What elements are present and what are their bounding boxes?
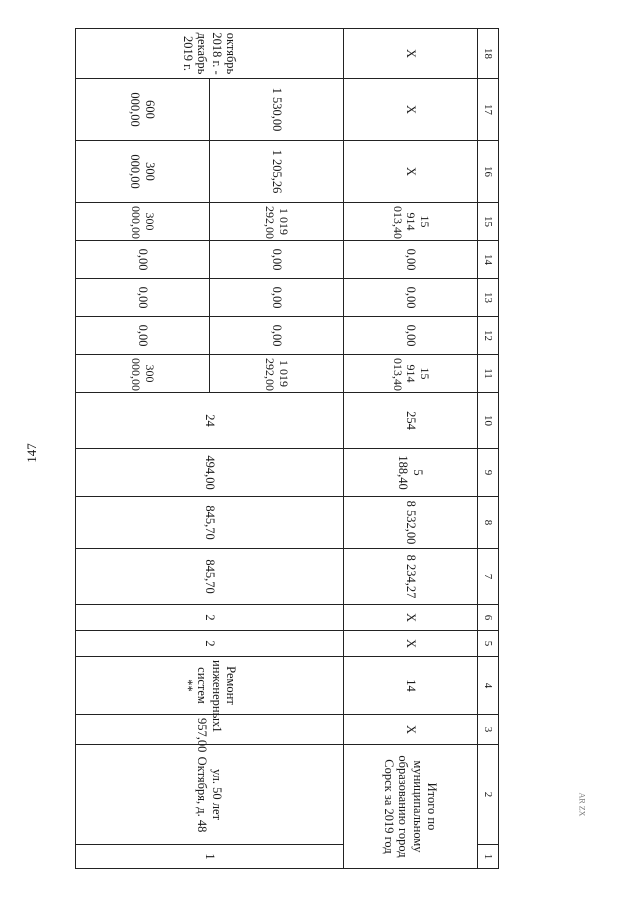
finance-row-1 (210, 29, 344, 869)
fin2-c16: 300 000,00 (76, 141, 210, 203)
col-header-5: 5 (478, 631, 499, 657)
col-header-3: 3 (478, 715, 499, 745)
address-c10: 24 (76, 393, 344, 449)
col-header-2: 2 (478, 745, 499, 845)
fin2-c13: 0,00 (76, 279, 210, 317)
total-c13: 0,00 (344, 279, 478, 317)
address-c4-work-type: Ремонт инженерных систем ** (76, 657, 344, 715)
total-row (344, 29, 478, 869)
fin1-c14: 0,00 (210, 241, 344, 279)
col-header-4: 4 (478, 657, 499, 715)
total-c16: X (344, 141, 478, 203)
total-c14: 0,00 (344, 241, 478, 279)
total-c7: 8 234,27 (344, 549, 478, 605)
col-header-10: 10 (478, 393, 499, 449)
address-c6: 2 (76, 605, 344, 631)
address-c1-index: 1 (76, 845, 344, 869)
page-number: 147 (23, 443, 39, 463)
col-header-12: 12 (478, 317, 499, 355)
total-c9: 5 188,40 (344, 449, 478, 497)
repair-program-table (75, 28, 499, 869)
col-header-8: 8 (478, 497, 499, 549)
fin1-c17: 1 530,00 (210, 79, 344, 141)
total-c12: 0,00 (344, 317, 478, 355)
col-header-16: 16 (478, 141, 499, 203)
column-number-row (478, 29, 499, 869)
fin2-c11: 300 000,00 (76, 355, 210, 393)
corner-stamp: AR ZX (577, 792, 587, 817)
col-header-11: 11 (478, 355, 499, 393)
fin1-c12: 0,00 (210, 317, 344, 355)
total-c11: 15 914 013,40 (344, 355, 478, 393)
col-header-1: 1 (478, 845, 499, 869)
total-label: Итого по муниципальному образованию город Сорск за 2019 год (344, 745, 478, 869)
col-header-17: 17 (478, 79, 499, 141)
fin1-c15: 1 019 292,00 (210, 203, 344, 241)
col-header-14: 14 (478, 241, 499, 279)
address-c9: 494,00 (76, 449, 344, 497)
fin2-c14: 0,00 (76, 241, 210, 279)
total-c15: 15 914 013,40 (344, 203, 478, 241)
total-c4: 14 (344, 657, 478, 715)
fin2-c17: 600 000,00 (76, 79, 210, 141)
col-header-13: 13 (478, 279, 499, 317)
col-header-15: 15 (478, 203, 499, 241)
total-c10: 254 (344, 393, 478, 449)
total-c17: X (344, 79, 478, 141)
col-header-7: 7 (478, 549, 499, 605)
total-c5: X (344, 631, 478, 657)
address-c2-street: ул. 50 лет Октября, д. 48 (76, 745, 344, 845)
col-header-18: 18 (478, 29, 499, 79)
total-c6: X (344, 605, 478, 631)
rotated-table-wrapper (81, 28, 499, 868)
total-c8: 8 532,00 (344, 497, 478, 549)
col-header-9: 9 (478, 449, 499, 497)
fin1-c11: 1 019 292,00 (210, 355, 344, 393)
total-c18: X (344, 29, 478, 79)
total-c3: X (344, 715, 478, 745)
fin2-c15: 300 000,00 (76, 203, 210, 241)
address-c18-period: октябрь 2018 г. - декабрь 2019 г. (76, 29, 344, 79)
address-c8: 845,70 (76, 497, 344, 549)
fin1-c13: 0,00 (210, 279, 344, 317)
fin2-c12: 0,00 (76, 317, 210, 355)
fin1-c16: 1 205,26 (210, 141, 344, 203)
address-c5: 2 (76, 631, 344, 657)
col-header-6: 6 (478, 605, 499, 631)
address-c7: 845,70 (76, 549, 344, 605)
address-c3-area: 1 957,00 (76, 715, 344, 745)
